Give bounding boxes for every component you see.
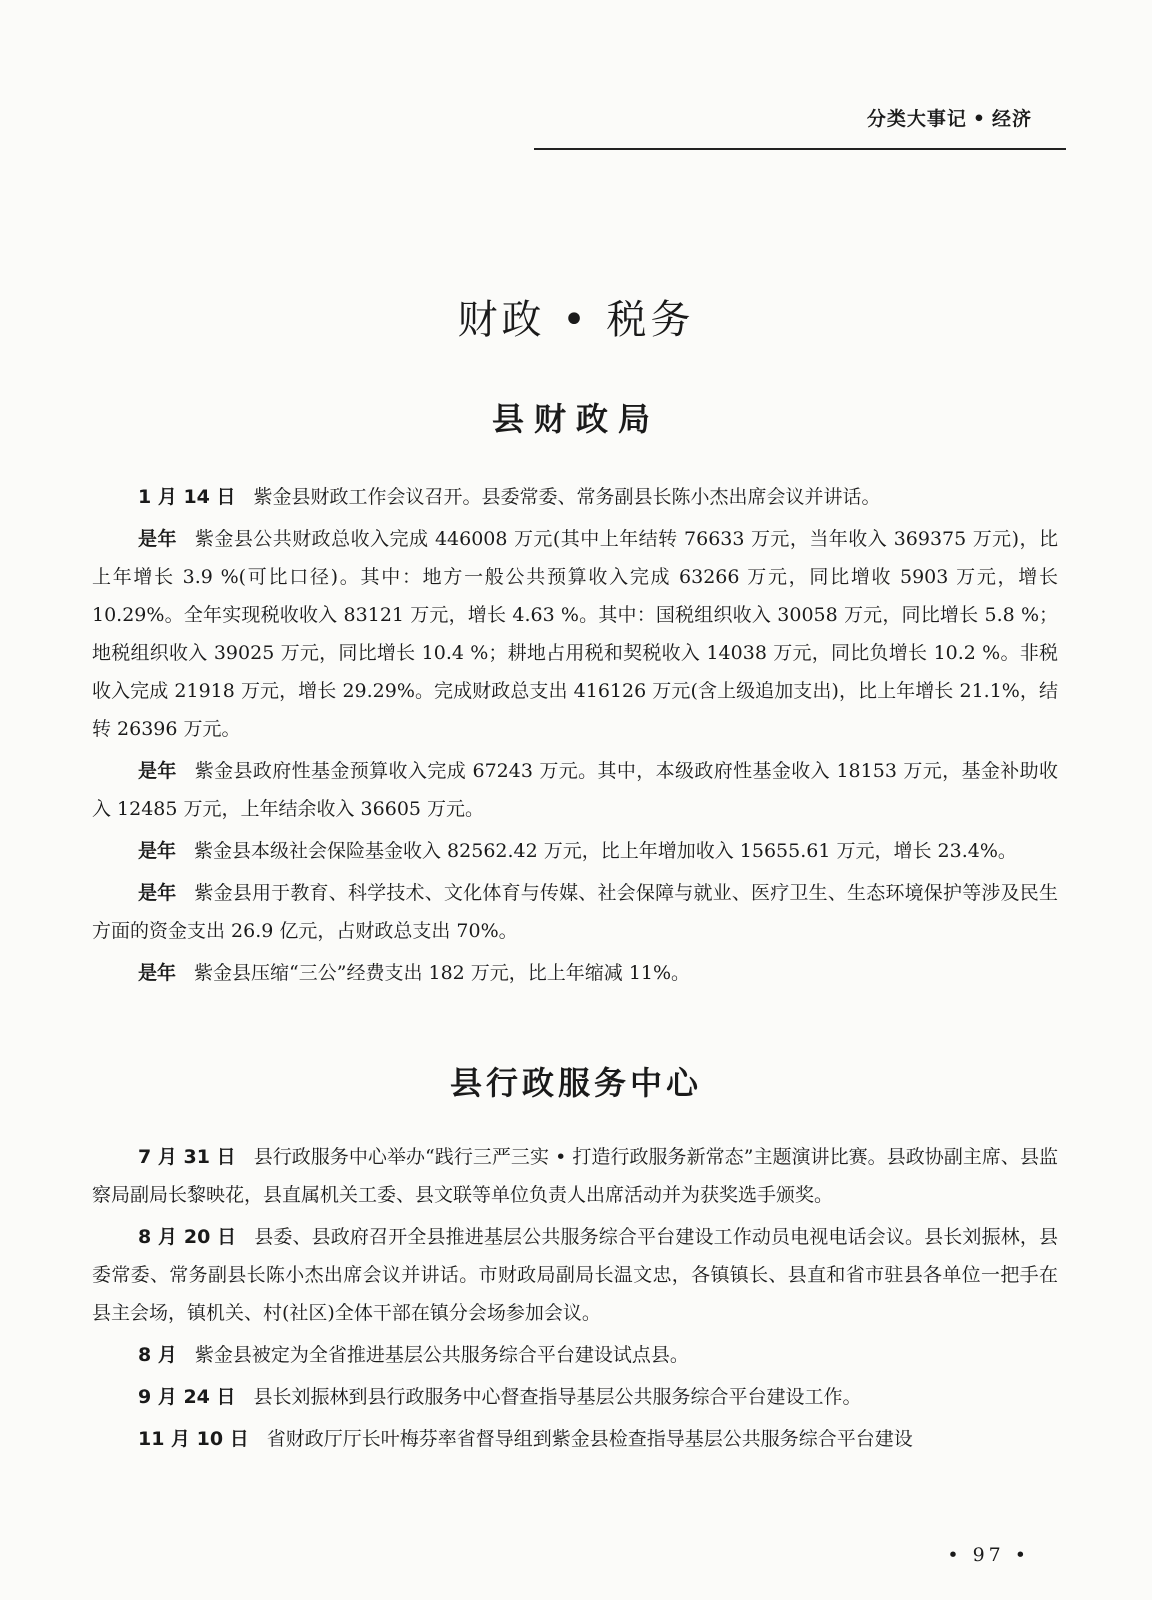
page-number: • 97 • bbox=[947, 1544, 1030, 1566]
event-entry bbox=[92, 1336, 1058, 1374]
running-header bbox=[867, 104, 1032, 131]
event-entry bbox=[92, 832, 1058, 870]
event-entry bbox=[92, 954, 1058, 992]
running-header-subsection: 经济 bbox=[991, 108, 1032, 130]
entry-text: 紫金县政府性基金预算收入完成 67243 万元。其中，本级政府性基金收入 18153 万元，基金补助收入 12485 万元，上年结余收入 36605 万元。 bbox=[92, 760, 1058, 820]
entry-date: 11 月 10 日 bbox=[138, 1428, 249, 1450]
entry-text: 紫金县财政工作会议召开。县委常委、常务副县长陈小杰出席会议并讲话。 bbox=[253, 486, 881, 508]
chapter-title: 财政 • 税务 bbox=[457, 297, 695, 343]
entry-date: 7 月 31 日 bbox=[138, 1146, 236, 1168]
entry-text: 省财政厅厅长叶梅芬率省督导组到紫金县检查指导基层公共服务综合平台建设 bbox=[266, 1428, 913, 1450]
event-entry bbox=[92, 752, 1058, 828]
entry-text: 紫金县被定为全省推进基层公共服务综合平台建设试点县。 bbox=[194, 1344, 689, 1366]
entry-date: 是年 bbox=[138, 882, 177, 904]
entry-date: 1 月 14 日 bbox=[138, 486, 236, 508]
entry-date: 9 月 24 日 bbox=[138, 1386, 236, 1408]
entry-date: 是年 bbox=[138, 760, 177, 782]
event-entry bbox=[92, 1138, 1058, 1214]
entry-text: 紫金县用于教育、科学技术、文化体育与传媒、社会保障与就业、医疗卫生、生态环境保护等涉及民生方面的资金支出 26.9 亿元，占财政总支出 70%。 bbox=[92, 882, 1058, 942]
entry-text: 紫金县压缩“三公”经费支出 182 万元，比上年缩减 11%。 bbox=[194, 962, 691, 984]
entry-date: 是年 bbox=[138, 528, 177, 550]
entry-date: 是年 bbox=[138, 962, 177, 984]
section-entries-admin-service-center bbox=[92, 1138, 1058, 1462]
header-rule bbox=[534, 148, 1066, 150]
event-entry bbox=[92, 874, 1058, 950]
entry-text: 县行政服务中心举办“践行三严三实 • 打造行政服务新常态”主题演讲比赛。县政协副主席、县监察局副局长黎映花，县直属机关工委、县文联等单位负责人出席活动并为获奖选手颁奖。 bbox=[92, 1146, 1059, 1206]
section-entries-finance-bureau bbox=[92, 478, 1058, 996]
running-header-separator: • bbox=[972, 108, 986, 130]
event-entry bbox=[92, 1378, 1058, 1416]
entry-date: 8 月 bbox=[138, 1344, 177, 1366]
event-entry bbox=[92, 1218, 1058, 1332]
entry-text: 紫金县本级社会保险基金收入 82562.42 万元，比上年增加收入 15655.61 万元，增长 23.4%。 bbox=[194, 840, 1017, 862]
section-title-admin-service-center: 县行政服务中心 bbox=[449, 1064, 702, 1102]
entry-text: 紫金县公共财政总收入完成 446008 万元(其中上年结转 76633 万元，当年收入 369375 万元)，比上年增长 3.9 %(可比口径)。其中：地方一般公共预算收入完成 63266 万元，同比增收 5903 万元，增长 10.29%。全年实现税收收入 83121 万元，增长 4.63 %。其中：国税组织收入 30058 万元，同比增长 5.8 %；地税组织收入 39025 万元，同比增长 10.4 %；耕地占用税和契税收入 14038 万元，同比负增长 10.2 %。非税收入完成 21918 万元，增长 29.29%。完成财政总支出 416126 万元(含上级追加支出)，比上年增长 21.1%，结转 26396 万元。 bbox=[92, 528, 1058, 740]
section-title-finance-bureau: 县财政局 bbox=[491, 400, 660, 438]
entry-date: 8 月 20 日 bbox=[138, 1226, 237, 1248]
entry-date: 是年 bbox=[138, 840, 177, 862]
event-entry bbox=[92, 520, 1058, 748]
running-header-section: 分类大事记 bbox=[866, 108, 967, 130]
entry-text: 县委、县政府召开全县推进基层公共服务综合平台建设工作动员电视电话会议。县长刘振林，县委常委、常务副县长陈小杰出席会议并讲话。市财政局副局长温文忠，各镇镇长、县直和省市驻县各单位一把手在县主会场，镇机关、村(社区)全体干部在镇分会场参加会议。 bbox=[92, 1226, 1058, 1324]
entry-text: 县长刘振林到县行政服务中心督查指导基层公共服务综合平台建设工作。 bbox=[253, 1386, 862, 1408]
event-entry bbox=[92, 478, 1058, 516]
event-entry bbox=[92, 1420, 1058, 1458]
